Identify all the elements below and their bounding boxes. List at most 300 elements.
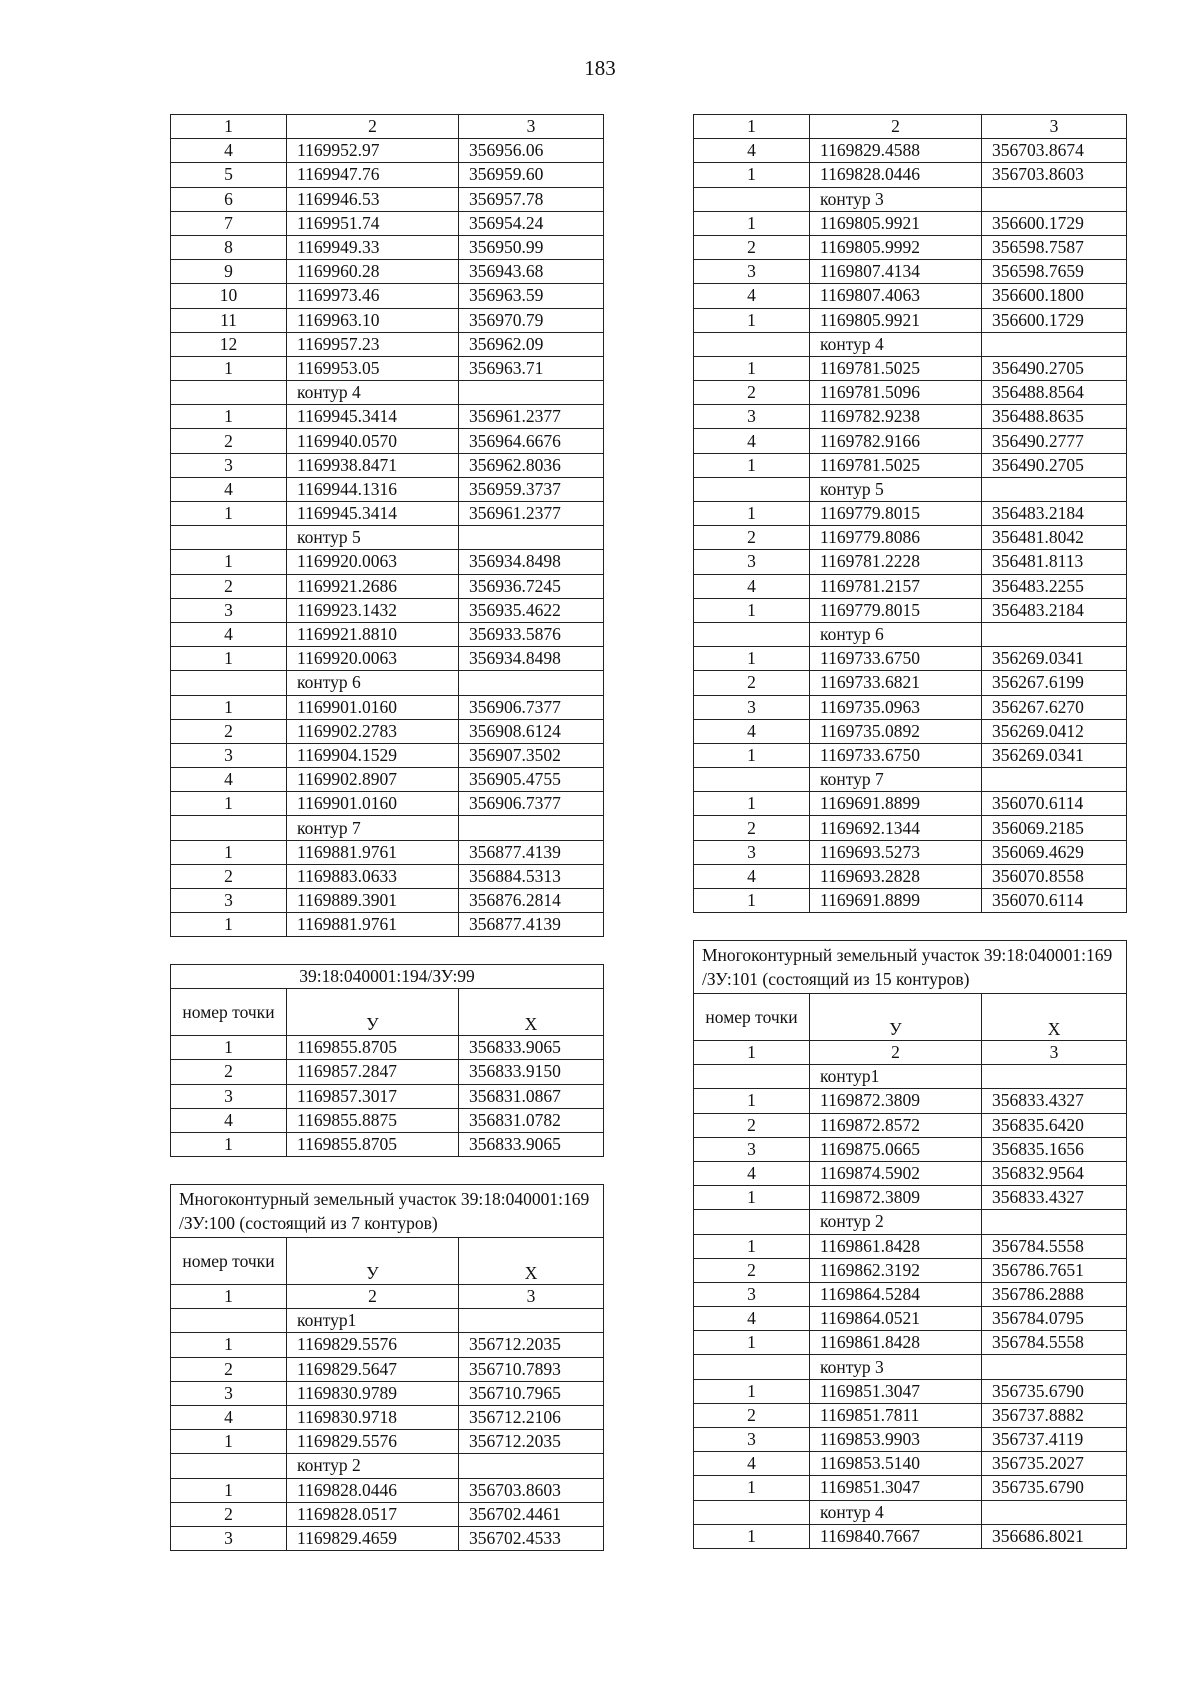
point-number-cell: 1 — [171, 405, 287, 429]
point-number-cell: 1 — [694, 1476, 810, 1500]
y-coordinate-cell: 1169693.5273 — [810, 840, 982, 864]
table-row — [171, 622, 604, 646]
point-number-cell: 1 — [171, 1478, 287, 1502]
x-coordinate-cell — [459, 1454, 604, 1478]
y-coordinate-cell: 1169782.9166 — [810, 429, 982, 453]
table-row — [171, 1132, 604, 1156]
y-coordinate-cell: 1169963.10 — [287, 308, 459, 332]
table-row — [171, 526, 604, 550]
x-coordinate-cell — [459, 1309, 604, 1333]
y-coordinate-cell: 1169779.8015 — [810, 598, 982, 622]
y-coordinate-cell: 1169828.0517 — [287, 1502, 459, 1526]
y-coordinate-cell: 1169864.5284 — [810, 1282, 982, 1306]
y-coordinate-cell: 1169735.0892 — [810, 719, 982, 743]
column-header-row — [694, 994, 1127, 1041]
table-row — [694, 598, 1127, 622]
x-coordinate-cell: 356784.5558 — [982, 1234, 1127, 1258]
table-row — [171, 477, 604, 501]
y-coordinate-cell: контур1 — [287, 1309, 459, 1333]
y-coordinate-cell: 1169944.1316 — [287, 477, 459, 501]
x-coordinate-cell: 356876.2814 — [459, 889, 604, 913]
y-coordinate-cell: контур 6 — [810, 622, 982, 646]
x-coordinate-cell — [982, 622, 1127, 646]
table-row — [694, 622, 1127, 646]
table-row — [694, 1379, 1127, 1403]
y-coordinate-cell: 1169902.2783 — [287, 719, 459, 743]
x-coordinate-cell: 356712.2035 — [459, 1333, 604, 1357]
y-coordinate-cell: контур 7 — [287, 816, 459, 840]
numbering-row — [171, 115, 604, 139]
y-coordinate-cell: контур 4 — [810, 1500, 982, 1524]
y-coordinate-cell: 1169807.4063 — [810, 284, 982, 308]
column-number-cell: 3 — [459, 1285, 604, 1309]
x-coordinate-cell: 356686.8021 — [982, 1524, 1127, 1548]
y-coordinate-cell: 1169946.53 — [287, 187, 459, 211]
point-number-header: номер точки — [171, 1238, 287, 1285]
table-row — [694, 139, 1127, 163]
table-row — [171, 139, 604, 163]
y-coordinate-cell: 1169807.4134 — [810, 260, 982, 284]
x-coordinate-cell: 356737.8882 — [982, 1403, 1127, 1427]
table-description-row — [694, 941, 1127, 994]
y-coordinate-cell: контур 7 — [810, 768, 982, 792]
table-row — [171, 405, 604, 429]
y-header: У — [287, 989, 459, 1036]
table-row — [171, 308, 604, 332]
x-coordinate-cell: 356483.2184 — [982, 502, 1127, 526]
y-coordinate-cell: 1169830.9718 — [287, 1405, 459, 1429]
table-row — [694, 1428, 1127, 1452]
point-number-cell: 3 — [171, 1526, 287, 1550]
parcel-description: Многоконтурный земельный участок 39:18:040001:169 /ЗУ:101 (состоящий из 15 контуров) — [694, 941, 1127, 994]
x-coordinate-cell — [982, 1065, 1127, 1089]
x-coordinate-cell: 356954.24 — [459, 211, 604, 235]
table-row — [171, 816, 604, 840]
x-coordinate-cell: 356712.2035 — [459, 1430, 604, 1454]
point-number-cell: 1 — [694, 356, 810, 380]
x-coordinate-cell: 356069.2185 — [982, 816, 1127, 840]
point-number-cell: 3 — [694, 840, 810, 864]
x-coordinate-cell: 356907.3502 — [459, 743, 604, 767]
x-coordinate-cell: 356481.8042 — [982, 526, 1127, 550]
table-row — [171, 429, 604, 453]
table-row — [694, 332, 1127, 356]
table-description-row — [171, 1185, 604, 1238]
point-number-cell: 2 — [171, 1060, 287, 1084]
y-coordinate-cell: контур 2 — [287, 1454, 459, 1478]
x-coordinate-cell: 356703.8603 — [459, 1478, 604, 1502]
y-coordinate-cell: 1169779.8086 — [810, 526, 982, 550]
point-number-cell: 1 — [694, 743, 810, 767]
table-row — [694, 260, 1127, 284]
y-coordinate-cell: 1169960.28 — [287, 260, 459, 284]
point-number-cell: 1 — [694, 308, 810, 332]
x-coordinate-cell — [982, 332, 1127, 356]
y-coordinate-cell: 1169781.5096 — [810, 381, 982, 405]
point-number-cell: 2 — [171, 429, 287, 453]
zu101-coordinates-table — [693, 940, 1127, 1549]
point-number-cell — [694, 1210, 810, 1234]
y-coordinate-cell: 1169889.3901 — [287, 889, 459, 913]
column-number-cell: 3 — [982, 115, 1127, 139]
x-coordinate-cell: 356906.7377 — [459, 792, 604, 816]
point-number-cell: 2 — [171, 574, 287, 598]
table-row — [694, 792, 1127, 816]
point-number-cell — [171, 1454, 287, 1478]
x-coordinate-cell: 356600.1729 — [982, 308, 1127, 332]
x-coordinate-cell: 356906.7377 — [459, 695, 604, 719]
point-number-cell — [171, 526, 287, 550]
y-coordinate-cell: 1169857.3017 — [287, 1084, 459, 1108]
x-coordinate-cell: 356483.2255 — [982, 574, 1127, 598]
y-coordinate-cell: 1169938.8471 — [287, 453, 459, 477]
x-coordinate-cell: 356267.6270 — [982, 695, 1127, 719]
x-coordinate-cell — [459, 526, 604, 550]
table-row — [694, 1234, 1127, 1258]
y-coordinate-cell: 1169864.0521 — [810, 1307, 982, 1331]
point-number-cell: 2 — [694, 1113, 810, 1137]
x-coordinate-cell: 356269.0341 — [982, 743, 1127, 767]
table-row — [171, 163, 604, 187]
point-number-cell: 1 — [171, 502, 287, 526]
x-coordinate-cell: 356950.99 — [459, 235, 604, 259]
y-coordinate-cell: 1169921.8810 — [287, 622, 459, 646]
y-coordinate-cell: 1169733.6750 — [810, 647, 982, 671]
table-row — [694, 695, 1127, 719]
point-number-cell — [694, 187, 810, 211]
table-row — [171, 1108, 604, 1132]
point-number-cell — [694, 768, 810, 792]
x-coordinate-cell: 356935.4622 — [459, 598, 604, 622]
y-coordinate-cell: 1169945.3414 — [287, 405, 459, 429]
y-coordinate-cell: 1169881.9761 — [287, 840, 459, 864]
point-number-cell: 1 — [171, 1333, 287, 1357]
column-number-cell: 2 — [810, 1041, 982, 1065]
coordinates-table-right-top — [693, 114, 1127, 913]
column-header-row — [171, 989, 604, 1036]
point-number-cell: 6 — [171, 187, 287, 211]
zu99-coordinates-table — [170, 964, 604, 1157]
x-coordinate-cell: 356835.6420 — [982, 1113, 1127, 1137]
table-row — [171, 792, 604, 816]
point-number-cell: 4 — [694, 1452, 810, 1476]
y-coordinate-cell: 1169973.46 — [287, 284, 459, 308]
page-number: 183 — [584, 56, 616, 80]
point-number-cell: 1 — [694, 1089, 810, 1113]
table-row — [694, 1524, 1127, 1548]
point-number-cell: 2 — [694, 816, 810, 840]
table-row — [694, 1065, 1127, 1089]
column-number-cell: 1 — [171, 115, 287, 139]
x-coordinate-cell: 356490.2705 — [982, 356, 1127, 380]
table-row — [694, 719, 1127, 743]
point-number-cell: 1 — [694, 163, 810, 187]
y-coordinate-cell: 1169829.5647 — [287, 1357, 459, 1381]
point-number-cell: 2 — [694, 671, 810, 695]
y-coordinate-cell: 1169779.8015 — [810, 502, 982, 526]
table-row — [694, 163, 1127, 187]
point-number-cell: 1 — [171, 840, 287, 864]
y-coordinate-cell: 1169830.9789 — [287, 1381, 459, 1405]
x-coordinate-cell: 356936.7245 — [459, 574, 604, 598]
y-coordinate-cell: 1169872.8572 — [810, 1113, 982, 1137]
table-row — [171, 1405, 604, 1429]
point-number-cell: 4 — [694, 1161, 810, 1185]
table-row — [171, 550, 604, 574]
x-coordinate-cell: 356702.4461 — [459, 1502, 604, 1526]
x-coordinate-cell: 356069.4629 — [982, 840, 1127, 864]
x-coordinate-cell: 356490.2705 — [982, 453, 1127, 477]
table-row — [694, 840, 1127, 864]
y-coordinate-cell: 1169861.8428 — [810, 1331, 982, 1355]
x-coordinate-cell: 356786.2888 — [982, 1282, 1127, 1306]
y-coordinate-cell: 1169693.2828 — [810, 864, 982, 888]
x-coordinate-cell: 356598.7587 — [982, 235, 1127, 259]
x-coordinate-cell: 356703.8603 — [982, 163, 1127, 187]
point-number-cell: 3 — [171, 1084, 287, 1108]
x-header: Х — [459, 1238, 604, 1285]
point-number-cell: 4 — [171, 1405, 287, 1429]
table-row — [171, 1502, 604, 1526]
x-coordinate-cell: 356964.6676 — [459, 429, 604, 453]
x-coordinate-cell: 356267.6199 — [982, 671, 1127, 695]
y-coordinate-cell: контур 2 — [810, 1210, 982, 1234]
numbering-row — [694, 1041, 1127, 1065]
table-row — [171, 598, 604, 622]
table-row — [694, 1282, 1127, 1306]
point-number-cell: 1 — [694, 453, 810, 477]
point-number-cell: 4 — [694, 719, 810, 743]
x-coordinate-cell: 356786.7651 — [982, 1258, 1127, 1282]
y-coordinate-cell: 1169781.2228 — [810, 550, 982, 574]
point-number-cell: 3 — [694, 550, 810, 574]
y-coordinate-cell: 1169953.05 — [287, 356, 459, 380]
x-coordinate-cell: 356957.78 — [459, 187, 604, 211]
coordinates-table-left-top — [170, 114, 604, 937]
table-row — [694, 502, 1127, 526]
table-row — [171, 453, 604, 477]
x-coordinate-cell: 356970.79 — [459, 308, 604, 332]
x-coordinate-cell: 356712.2106 — [459, 1405, 604, 1429]
table-row — [694, 1307, 1127, 1331]
x-coordinate-cell — [982, 1210, 1127, 1234]
y-coordinate-cell: 1169840.7667 — [810, 1524, 982, 1548]
x-coordinate-cell: 356835.1656 — [982, 1137, 1127, 1161]
y-coordinate-cell: 1169855.8705 — [287, 1036, 459, 1060]
x-coordinate-cell: 356961.2377 — [459, 502, 604, 526]
x-coordinate-cell: 356737.4119 — [982, 1428, 1127, 1452]
table-row — [694, 816, 1127, 840]
y-coordinate-cell: 1169901.0160 — [287, 695, 459, 719]
point-number-cell: 3 — [171, 743, 287, 767]
x-coordinate-cell: 356833.9150 — [459, 1060, 604, 1084]
point-number-cell — [171, 671, 287, 695]
table-row — [171, 647, 604, 671]
x-coordinate-cell: 356831.0867 — [459, 1084, 604, 1108]
x-coordinate-cell — [459, 381, 604, 405]
x-coordinate-cell: 356943.68 — [459, 260, 604, 284]
point-number-cell: 1 — [694, 1234, 810, 1258]
point-number-cell — [171, 1309, 287, 1333]
table-row — [694, 1476, 1127, 1500]
x-coordinate-cell: 356884.5313 — [459, 864, 604, 888]
point-number-cell: 4 — [171, 768, 287, 792]
point-number-cell: 1 — [694, 1379, 810, 1403]
y-coordinate-cell: 1169829.4588 — [810, 139, 982, 163]
table-row — [694, 356, 1127, 380]
y-coordinate-cell: 1169872.3809 — [810, 1089, 982, 1113]
table-row — [171, 695, 604, 719]
y-coordinate-cell: 1169781.5025 — [810, 356, 982, 380]
x-coordinate-cell: 356959.60 — [459, 163, 604, 187]
table-row — [694, 1331, 1127, 1355]
point-number-cell: 1 — [171, 792, 287, 816]
y-coordinate-cell: 1169829.5576 — [287, 1333, 459, 1357]
y-coordinate-cell: 1169829.5576 — [287, 1430, 459, 1454]
x-coordinate-cell: 356908.6124 — [459, 719, 604, 743]
y-coordinate-cell: 1169733.6750 — [810, 743, 982, 767]
x-coordinate-cell: 356735.2027 — [982, 1452, 1127, 1476]
y-header: У — [810, 994, 982, 1041]
point-number-cell: 3 — [694, 1428, 810, 1452]
y-coordinate-cell: контур 3 — [810, 187, 982, 211]
x-coordinate-cell: 356905.4755 — [459, 768, 604, 792]
table-row — [171, 502, 604, 526]
point-number-cell: 4 — [694, 429, 810, 453]
y-coordinate-cell: 1169851.3047 — [810, 1379, 982, 1403]
x-coordinate-cell: 356598.7659 — [982, 260, 1127, 284]
column-header-row — [171, 1238, 604, 1285]
y-coordinate-cell: 1169857.2847 — [287, 1060, 459, 1084]
point-number-cell: 11 — [171, 308, 287, 332]
column-number-cell: 1 — [171, 1285, 287, 1309]
table-row — [171, 381, 604, 405]
y-coordinate-cell: 1169805.9921 — [810, 211, 982, 235]
y-coordinate-cell: 1169874.5902 — [810, 1161, 982, 1185]
point-number-cell: 4 — [171, 1108, 287, 1132]
x-coordinate-cell: 356710.7893 — [459, 1357, 604, 1381]
x-coordinate-cell: 356832.9564 — [982, 1161, 1127, 1185]
point-number-cell — [694, 332, 810, 356]
point-number-cell: 2 — [694, 526, 810, 550]
point-number-cell: 4 — [171, 477, 287, 501]
table-row — [171, 1309, 604, 1333]
y-coordinate-cell: 1169872.3809 — [810, 1186, 982, 1210]
table-row — [694, 1452, 1127, 1476]
table-row — [694, 429, 1127, 453]
y-coordinate-cell: 1169851.7811 — [810, 1403, 982, 1427]
point-number-cell: 3 — [694, 1137, 810, 1161]
x-coordinate-cell: 356735.6790 — [982, 1379, 1127, 1403]
table-row — [694, 405, 1127, 429]
x-coordinate-cell — [459, 816, 604, 840]
x-coordinate-cell: 356956.06 — [459, 139, 604, 163]
y-coordinate-cell: 1169782.9238 — [810, 405, 982, 429]
point-number-cell: 1 — [694, 1186, 810, 1210]
table-row — [694, 1137, 1127, 1161]
y-coordinate-cell: 1169692.1344 — [810, 816, 982, 840]
x-coordinate-cell: 356833.9065 — [459, 1036, 604, 1060]
point-number-cell: 9 — [171, 260, 287, 284]
x-coordinate-cell: 356070.6114 — [982, 889, 1127, 913]
point-number-cell: 1 — [694, 1524, 810, 1548]
x-coordinate-cell: 356070.8558 — [982, 864, 1127, 888]
y-coordinate-cell: контур1 — [810, 1065, 982, 1089]
point-number-cell: 1 — [171, 913, 287, 937]
column-number-cell: 2 — [287, 1285, 459, 1309]
point-number-cell: 3 — [171, 1381, 287, 1405]
table-row — [694, 889, 1127, 913]
point-number-cell: 1 — [694, 792, 810, 816]
column-number-cell: 2 — [287, 115, 459, 139]
table-row — [694, 211, 1127, 235]
x-coordinate-cell: 356481.8113 — [982, 550, 1127, 574]
table-row — [171, 1357, 604, 1381]
point-number-cell: 3 — [694, 695, 810, 719]
y-coordinate-cell: 1169901.0160 — [287, 792, 459, 816]
x-coordinate-cell: 356784.0795 — [982, 1307, 1127, 1331]
y-coordinate-cell: контур 4 — [810, 332, 982, 356]
point-number-cell: 1 — [171, 695, 287, 719]
table-row — [694, 1258, 1127, 1282]
x-coordinate-cell — [459, 671, 604, 695]
y-coordinate-cell: 1169923.1432 — [287, 598, 459, 622]
point-number-cell: 3 — [694, 1282, 810, 1306]
x-coordinate-cell: 356833.4327 — [982, 1089, 1127, 1113]
point-number-cell: 1 — [694, 1331, 810, 1355]
table-row — [694, 574, 1127, 598]
table-row — [171, 1478, 604, 1502]
y-coordinate-cell: контур 3 — [810, 1355, 982, 1379]
point-number-cell: 7 — [171, 211, 287, 235]
x-header: Х — [982, 994, 1127, 1041]
table-row — [171, 1060, 604, 1084]
table-row — [694, 550, 1127, 574]
point-number-cell: 1 — [171, 1430, 287, 1454]
point-number-cell: 1 — [171, 356, 287, 380]
x-coordinate-cell: 356963.59 — [459, 284, 604, 308]
table-row — [694, 1186, 1127, 1210]
table-row — [694, 308, 1127, 332]
table-row — [171, 211, 604, 235]
table-row — [171, 356, 604, 380]
point-number-cell: 3 — [171, 453, 287, 477]
x-coordinate-cell: 356962.8036 — [459, 453, 604, 477]
y-coordinate-cell: 1169855.8875 — [287, 1108, 459, 1132]
x-coordinate-cell: 356784.5558 — [982, 1331, 1127, 1355]
y-coordinate-cell: 1169828.0446 — [287, 1478, 459, 1502]
x-coordinate-cell: 356833.9065 — [459, 1132, 604, 1156]
column-number-cell: 3 — [459, 115, 604, 139]
point-number-cell: 1 — [171, 1132, 287, 1156]
x-coordinate-cell: 356963.71 — [459, 356, 604, 380]
y-coordinate-cell: контур 5 — [287, 526, 459, 550]
table-row — [694, 187, 1127, 211]
column-number-cell: 1 — [694, 1041, 810, 1065]
y-coordinate-cell: 1169781.5025 — [810, 453, 982, 477]
point-number-cell: 1 — [694, 647, 810, 671]
point-number-cell: 4 — [694, 574, 810, 598]
point-number-cell — [171, 816, 287, 840]
y-coordinate-cell: 1169881.9761 — [287, 913, 459, 937]
x-coordinate-cell: 356933.5876 — [459, 622, 604, 646]
y-coordinate-cell: 1169904.1529 — [287, 743, 459, 767]
x-coordinate-cell — [982, 768, 1127, 792]
table-row — [694, 1113, 1127, 1137]
table-row — [171, 1454, 604, 1478]
x-coordinate-cell — [982, 187, 1127, 211]
x-coordinate-cell: 356831.0782 — [459, 1108, 604, 1132]
